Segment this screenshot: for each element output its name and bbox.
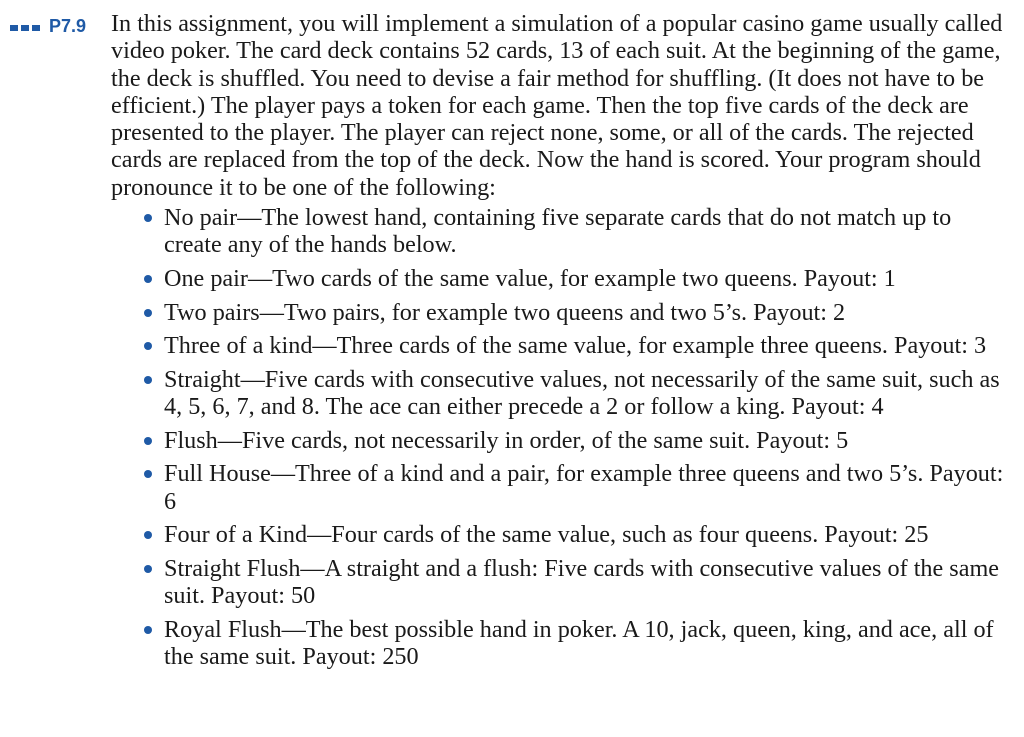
list-item bbox=[111, 299, 1011, 326]
bullet-dot-icon bbox=[144, 531, 152, 539]
bullet-dot-icon bbox=[144, 437, 152, 445]
bullet-dot-icon bbox=[144, 565, 152, 573]
list-item bbox=[111, 204, 1011, 259]
bullet-dot-icon bbox=[144, 626, 152, 634]
list-item-text: One pair—Two cards of the same value, for example two queens. Payout: 1 bbox=[164, 264, 896, 292]
list-item bbox=[111, 265, 1011, 292]
bullet-dot-icon bbox=[144, 309, 152, 317]
list-item bbox=[111, 332, 1011, 359]
list-item-text: Full House—Three of a kind and a pair, for example three queens and two 5’s. Payout: 6 bbox=[164, 460, 1004, 515]
list-item-text: Four of a Kind—Four cards of the same value, such as four queens. Payout: 25 bbox=[164, 521, 929, 549]
list-item bbox=[111, 366, 1011, 421]
list-item-text: Two pairs—Two pairs, for example two queens and two 5’s. Payout: 2 bbox=[164, 298, 846, 326]
list-item-text: Straight—Five cards with consecutive values, not necessarily of the same suit, such as 4, 5, 6, 7, and 8. The ace can either precede a 2 or follow a king. Payout: 4 bbox=[164, 365, 1000, 421]
list-item bbox=[111, 460, 1011, 515]
bullet-dot-icon bbox=[144, 275, 152, 283]
list-item-text: Royal Flush—The best possible hand in poker. A 10, jack, queen, king, and ace, all of the same suit. Payout: 250 bbox=[164, 615, 994, 670]
exercise-label bbox=[10, 16, 110, 37]
list-item bbox=[111, 521, 1011, 548]
list-item bbox=[111, 616, 1011, 671]
square-bullets-icon bbox=[10, 15, 43, 36]
list-item-text: Straight Flush—A straight and a flush: Five cards with consecutive values of the same suit. Payout: 50 bbox=[164, 554, 999, 610]
list-item-text: No pair—The lowest hand, containing five separate cards that do not match up to create any of the hands below. bbox=[164, 204, 952, 259]
list-item bbox=[111, 427, 1011, 454]
bullet-dot-icon bbox=[144, 214, 152, 222]
bullet-dot-icon bbox=[144, 470, 152, 478]
hand-list bbox=[111, 204, 1011, 670]
exercise-body bbox=[111, 10, 1011, 677]
exercise-intro: In this assignment, you will implement a simulation of a popular casino game usually called video poker. The card deck contains 52 cards, 13 of each suit. At the beginning of the game, the deck is shuffled. You need to devise a fair method for shuffling. (It does not have to be efficient.) The player pays a token for each game. Then the top five cards of the deck are presented to the player. The player can reject none, some, or all of the cards. The rejected cards are replaced from the top of the deck. Now the hand is scored. Your program should pronounce it to be one of the following: bbox=[111, 10, 1003, 201]
bullet-dot-icon bbox=[144, 342, 152, 350]
list-item bbox=[111, 555, 1011, 610]
list-item-text: Flush—Five cards, not necessarily in order, of the same suit. Payout: 5 bbox=[164, 426, 849, 454]
exercise-number: P7.9 bbox=[49, 16, 87, 36]
bullet-dot-icon bbox=[144, 376, 152, 384]
list-item-text: Three of a kind—Three cards of the same value, for example three queens. Payout: 3 bbox=[164, 332, 987, 360]
